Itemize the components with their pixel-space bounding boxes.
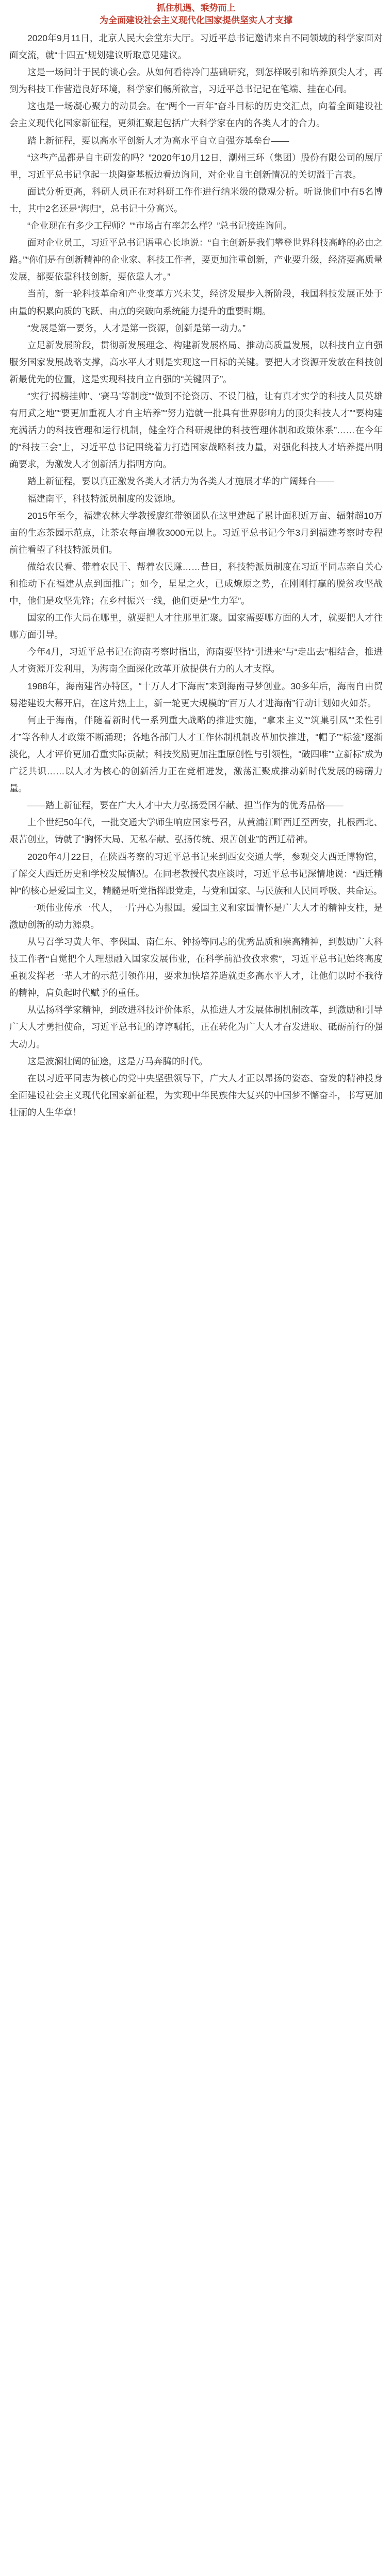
article-paragraph: 这也是一场凝心聚力的动员会。在“两个一百年”奋斗目标的历史交汇点，向着全面建设社会主义现代化国家新征程，更须汇聚起包括广大科学家在内的各类人才的合力。 bbox=[9, 101, 383, 129]
article-paragraph: “这些产品都是自主研发的吗？”2020年10月12日，潮州三环（集团）股份有限公司的展厅里，习近平总书记拿起一块陶瓷基板边看边询问，对企业自主创新情况的关切溢于言表。 bbox=[9, 152, 383, 180]
article-paragraph: 2015年至今，福建农林大学教授廖红带领团队在这里建起了累计面积近万亩、辐射超10万亩的生态茶园示范点，让茶农每亩增收3000元以上。习近平总书记今年3月到福建考察时专程前往看望了科技特派员们。 bbox=[9, 510, 383, 555]
headline-line-1: 抓住机遇、乘势而上 bbox=[156, 3, 236, 13]
article-paragraph: 在以习近平同志为核心的党中央坚强领导下，广大人才正以昂扬的姿态、奋发的精神投身全面建设社会主义现代化国家新征程，为实现中华民族伟大复兴的中国梦不懈奋斗，书写更加壮丽的人生华章！ bbox=[9, 1073, 383, 1117]
article-paragraph: 这是一场问计于民的谈心会。从如何看待冷门基础研究，到怎样吸引和培养顶尖人才，再到为科技工作营造良好环境，科学家们畅所欲言，习近平总书记记在笔端、挂在心间。 bbox=[9, 67, 383, 95]
article-paragraph: 上个世纪50年代，一批交通大学师生响应国家号召，从黄浦江畔西迁至西安，扎根西北、艰苦创业，铸就了“胸怀大局、无私奉献、弘扬传统、艰苦创业”的西迁精神。 bbox=[9, 817, 383, 845]
article-paragraph: 踏上新征程，要以真正激发各类人才活力为各类人才施展才华的广阔舞台—— bbox=[27, 476, 334, 487]
article-paragraph: 一项伟业传承一代人，一片丹心为报国。爱国主义和家国情怀是广大人才的精神支柱，是激励创新的动力源泉。 bbox=[9, 902, 383, 930]
headline-line-2: 为全面建设社会主义现代化国家提供坚实人才支撑 bbox=[100, 15, 292, 25]
article-paragraph: “发展是第一要务，人才是第一资源，创新是第一动力。” bbox=[27, 323, 246, 333]
article-paragraph: 面试分析更高，科研人员正在对科研工作作进行纳米级的微观分析。听说他们中有5名博士，其中2名还是“海归”，总书记十分高兴。 bbox=[9, 186, 383, 214]
article-paragraph: “实行‘揭榜挂帅’、‘赛马’等制度”“做到不论资历、不设门槛，让有真才实学的科技人员英雄有用武之地”“要更加重视人才自主培养”“努力造就一批具有世界影响力的顶尖科技人才”“要构建充满活力的科技管理和运行机制，健全符合科研规律的科技管理体制和政策体系”……在今年的“科技三会”上，习近平总书记围绕着力打造国家战略科技力量，对强化科技人才培养提出明确要求，为激发人才创新活力指明方向。 bbox=[9, 391, 383, 470]
article-paragraph: 立足新发展阶段，贯彻新发展理念、构建新发展格局、推动高质量发展，以科技自立自强服务国家发展战略支撑，高水平人才则是实现这一目标的关键。要把人才资源开发放在科技创新最优先的位置，这是实现科技自立自强的“关键因子”。 bbox=[9, 340, 383, 384]
article-paragraph: 福建南平，科技特派员制度的发源地。 bbox=[27, 493, 181, 504]
article-paragraph: 踏上新征程，要以高水平创新人才为高水平自立自强夯基垒台—— bbox=[27, 135, 289, 146]
article-paragraph: 从号召学习黄大年、李保国、南仁东、钟扬等同志的优秀品质和崇高精神，到鼓励广大科技工作者“自觉把个人理想融入国家发展伟业，在科学前沿孜孜求索”，习近平总书记始终高度重视发挥老一辈人才的示范引领作用，要求加快培养造就更多高水平人才，让他们以时不我待的精神，肩负起时代赋予的重任。 bbox=[9, 936, 383, 998]
article-paragraph: 1988年，海南建省办特区，“十万人才下海南”来到海南寻梦创业。30多年后，海南自由贸易港建设大幕开启，在这片热土上，新一轮更大规模的“百万人才进海南”行动计划如火如荼。 bbox=[9, 681, 383, 708]
article-paragraph: 今年4月，习近平总书记在海南考察时指出，海南要坚持“引进来”与“走出去”相结合，推进人才资源开发利用，为海南全面深化改革开放提供有力的人才支撑。 bbox=[9, 647, 383, 674]
article-paragraph: 当前，新一轮科技革命和产业变革方兴未艾，经济发展步入新阶段，我国科技发展正处于由量的积累向质的飞跃、由点的突破向系统能力提升的重要时期。 bbox=[9, 289, 383, 316]
article-paragraph: 做给农民看、带着农民干、帮着农民赚……昔日，科技特派员制度在习近平同志亲自关心和推动下在福建从点到面推广；如今，星星之火，已成燎原之势，在刚刚打赢的脱贫攻坚战中，他们是攻坚先锋；在乡村振兴一线，他们更是“生力军”。 bbox=[9, 561, 383, 606]
article-paragraph: ——踏上新征程，要在广大人才中大力弘扬爱国奉献、担当作为的优秀品格—— bbox=[27, 800, 344, 811]
article-paragraph: 何止于海南，伴随着新时代一系列重大战略的推进实施，“拿来主义”“筑巢引凤”“柔性引才”等各种人才政策不断涌现；各地各部门人才工作体制机制改革加快推进，“帽子”“标签”逐渐淡化，人才评价更加看重实际贡献；科技奖励更加注重原创性与引领性，“破四唯”“立新标”成为广泛共识……以人才为核心的创新活力正在竞相迸发，激荡汇聚成推动新时代发展的磅礴力量。 bbox=[9, 715, 383, 794]
article-header bbox=[5, 0, 387, 27]
article-paragraph: 2020年4月22日，在陕西考察的习近平总书记来到西安交通大学，参观交大西迁博物馆，了解交大西迁历史和学校发展情况。在同老教授代表座谈时，习近平总书记深情地说：“西迁精神”的核心是爱国主义，精髓是听党指挥跟党走，与党和国家、与民族和人民同呼吸、共命运。 bbox=[9, 851, 383, 896]
article-paragraph: 国家的工作大局在哪里，就要把人才往那里汇聚。国家需要哪方面的人才，就要把人才往哪方面引导。 bbox=[9, 613, 383, 640]
article-paragraph: 这是波澜壮阔的征途，这是万马奔腾的时代。 bbox=[27, 1056, 208, 1066]
article-paragraph: 面对企业员工，习近平总书记语重心长地说：“自主创新是我们攀登世界科技高峰的必由之路。”“你们是有创新精神的企业家、科技工作者，要更加注重创新，产业要升级，经济要高质量发展，都要依靠科技创新，要依靠人才。” bbox=[9, 238, 383, 282]
article-body bbox=[5, 27, 387, 1121]
article-paragraph: “企业现在有多少工程师？”“市场占有率怎么样？”总书记接连询问。 bbox=[27, 221, 292, 231]
article-paragraph: 2020年9月11日，北京人民大会堂东大厅。习近平总书记邀请来自不同领域的科学家面对面交流，就“十四五”规划建议听取意见建议。 bbox=[9, 33, 383, 61]
article-paragraph: 从弘扬科学家精神，到改进科技评价体系，从推进人才发展体制机制改革，到激励和引导广大人才勇担使命，习近平总书记的谆谆嘱托，正在转化为广大人才奋发进取、砥砺前行的强大动力。 bbox=[9, 1005, 383, 1049]
